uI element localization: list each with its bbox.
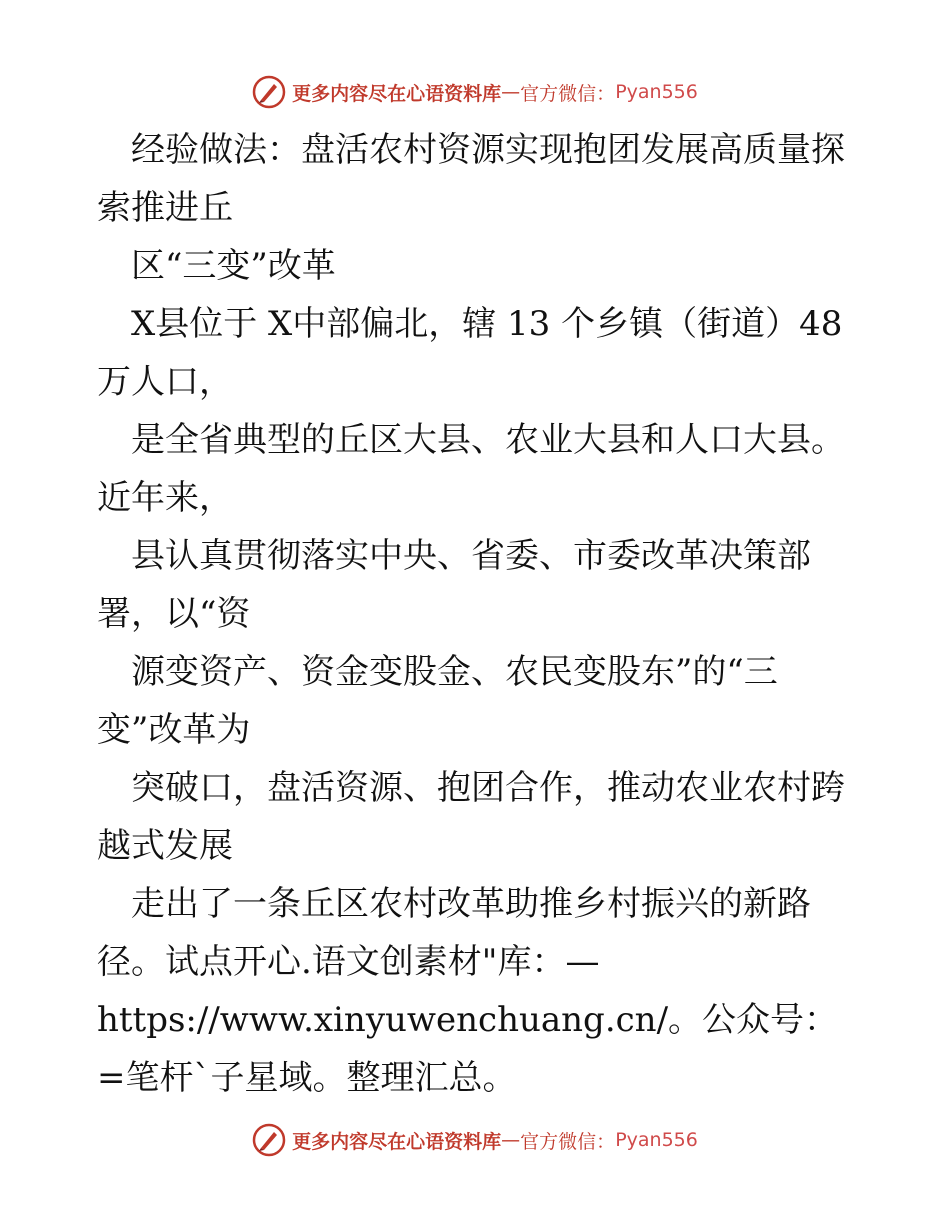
paragraph-6: 源变资产、资金变股金、农民变股东”的“三变”改革为 (97, 652, 778, 750)
paragraph-4: 是全省典型的丘区大县、农业大县和人口大县。近年来， (97, 420, 845, 518)
banner-wechat-label: 官方微信： (520, 82, 616, 105)
header-banner (0, 72, 950, 112)
banner-account: Pyan556 (615, 81, 698, 103)
banner-separator: — (501, 1129, 521, 1151)
paragraph-3: X县位于 X中部偏北，辖 13 个乡镇（街道）48 万人口， (97, 304, 843, 402)
paragraph-8: 走出了一条丘区农村改革助推乡村振兴的新路径。试点开心.语文创素材"库：—https://www.xinyuwenchuang.cn/。公众号：=笔杆`子星域。整理汇总。 (97, 884, 839, 1098)
banner-separator: — (501, 81, 521, 103)
paragraph-7: 突破口，盘活资源、抱团合作，推动农业农村跨越式发展 (97, 768, 845, 866)
footer-banner (0, 1120, 950, 1160)
quill-logo-icon (252, 75, 286, 109)
document-body (97, 121, 857, 1107)
banner-brand: 更多内容尽在心语资料库 (292, 82, 502, 105)
banner-wechat-label: 官方微信： (520, 1130, 616, 1153)
banner-account: Pyan556 (615, 1129, 698, 1151)
banner-brand: 更多内容尽在心语资料库 (292, 1130, 502, 1153)
quill-logo-icon (252, 1123, 286, 1157)
paragraph-1: 经验做法：盘活农村资源实现抱团发展高质量探索推进丘 (97, 130, 845, 228)
paragraph-2: 区“三变”改革 (97, 246, 336, 286)
paragraph-5: 县认真贯彻落实中央、省委、市委改革决策部署，以“资 (97, 536, 811, 634)
